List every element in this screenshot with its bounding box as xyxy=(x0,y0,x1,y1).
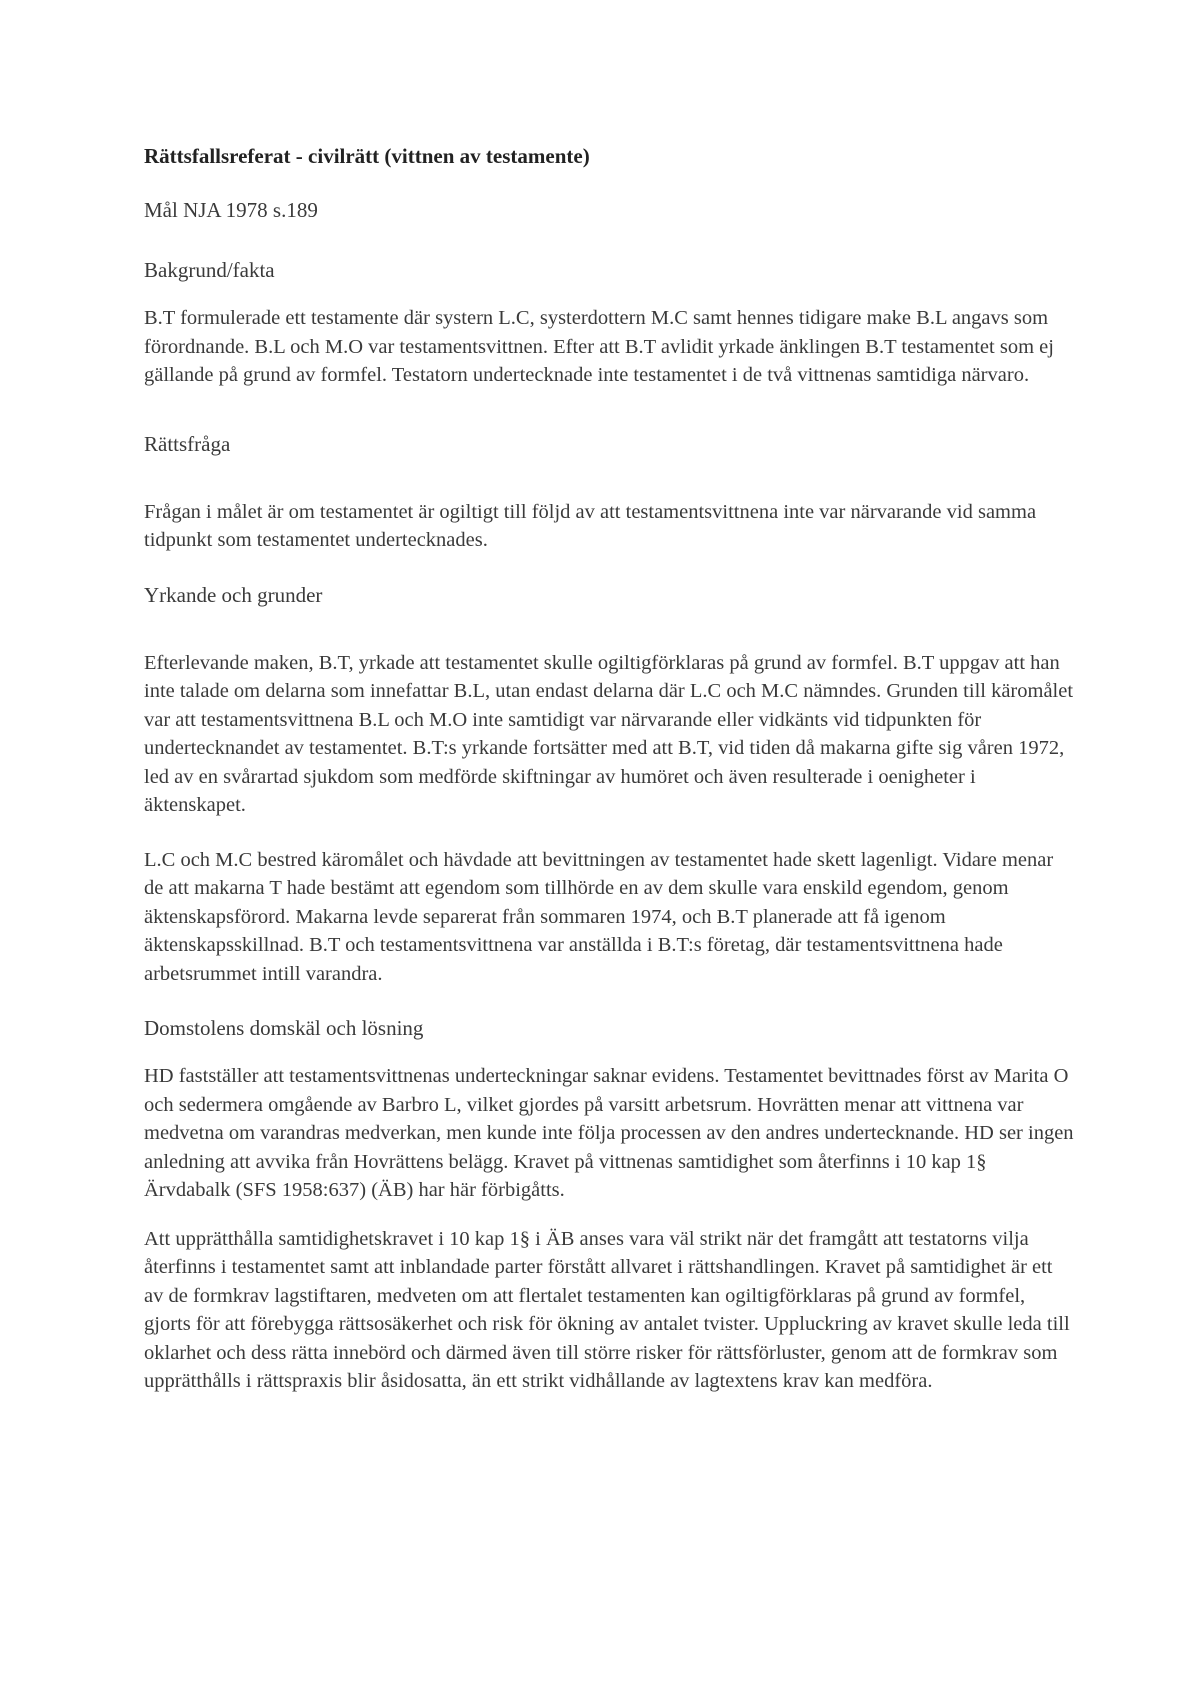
document-page xyxy=(144,142,1074,1396)
legal-question-paragraph: Frågan i målet är om testamentet är ogiltigt till följd av att testamentsvittnena inte var närvarande vid samma tidpunkt som testamentet undertecknades. xyxy=(144,500,1037,551)
claims-paragraph-1: Efterlevande maken, B.T, yrkade att testamentet skulle ogiltigförklaras på grund av formfel. B.T uppgav att han inte talade om delarna som innefattar B.L, utan endast delarna där L.C och M.C nämndes. Grunden till käromålet var att testamentsvittnena B.L och M.O inte samtidigt var närvarande eller vidkänts vid tidpunkten för undertecknandet av testamentet. B.T:s yrkande fortsätter med att B.T, vid tiden då makarna gifte sig våren 1972, led av en svårartad sjukdom som medförde skiftningar av humöret och även resulterade i oenigheter i äktenskapet. xyxy=(144,651,1074,816)
document-title: Rättsfallsreferat - civilrätt (vittnen av testamente) xyxy=(144,144,590,168)
case-reference: Mål NJA 1978 s.189 xyxy=(144,198,318,222)
reasoning-paragraph-1: HD fastställer att testamentsvittnenas underteckningar saknar evidens. Testamentet bevittnades först av Marita O och sedermera omgående av Barbro L, vilket gjordes på varsitt arbetsrum. Hovrätten menar att vittnena var medvetna om varandras medverkan, men kunde inte följa processen av den andres undertecknande. HD ser ingen anledning att avvika från Hovrättens belägg. Kravet på vittnenas samtidighet som återfinns i 10 kap 1§ Ärvdabalk (SFS 1958:637) (ÄB) har här förbigåtts. xyxy=(144,1065,1074,1201)
claims-paragraph-2: L.C och M.C bestred käromålet och hävdade att bevittningen av testamentet hade skett lagenligt. Vidare menar de att makarna T hade bestämt att egendom som tillhörde en av dem skulle vara enskild egendom, genom äktenskapsförord. Makarna levde separerat från sommaren 1974, och B.T planerade att få igenom äktenskapsskillnad. B.T och testamentsvittnena var anställda i B.T:s företag, där testamentsvittnena hade arbetsrummet intill varandra. xyxy=(144,848,1054,985)
section-heading-claims: Yrkande och grunder xyxy=(144,582,323,607)
section-heading-legal-question: Rättsfråga xyxy=(144,431,231,456)
section-heading-reasoning: Domstolens domskäl och lösning xyxy=(144,1016,424,1040)
reasoning-paragraph-2: Att upprätthålla samtidighetskravet i 10 kap 1§ i ÄB anses vara väl strikt när det framgått att testatorns vilja återfinns i testamentet samt att inblandade parter förstått allvaret i rättshandlingen. Kravet på samtidighet är ett av de formkrav lagstiftaren, medveten om att flertalet testamenten kan ogiltigförklaras på grund av formfel, gjorts för att förebygga rättsosäkerhet och risk för ökning av antalet tvister. Uppluckring av kravet skulle leda till oklarhet och dess rätta innebörd och därmed även till större risker för rättsförluster, genom att de formkrav som upprätthålls i rättspraxis blir åsidosatta, än ett strikt vidhållande av lagtextens krav kan medföra. xyxy=(144,1227,1070,1392)
section-heading-background: Bakgrund/fakta xyxy=(144,258,275,282)
background-paragraph: B.T formulerade ett testamente där systern L.C, systerdottern M.C samt hennes tidigare make B.L angavs som förordnande. B.L och M.O var testamentsvittnen. Efter att B.T avlidit yrkade änklingen B.T testamentet som ej gällande på grund av formfel. Testatorn undertecknade inte testamentet i de två vittnenas samtidiga närvaro. xyxy=(144,307,1054,386)
